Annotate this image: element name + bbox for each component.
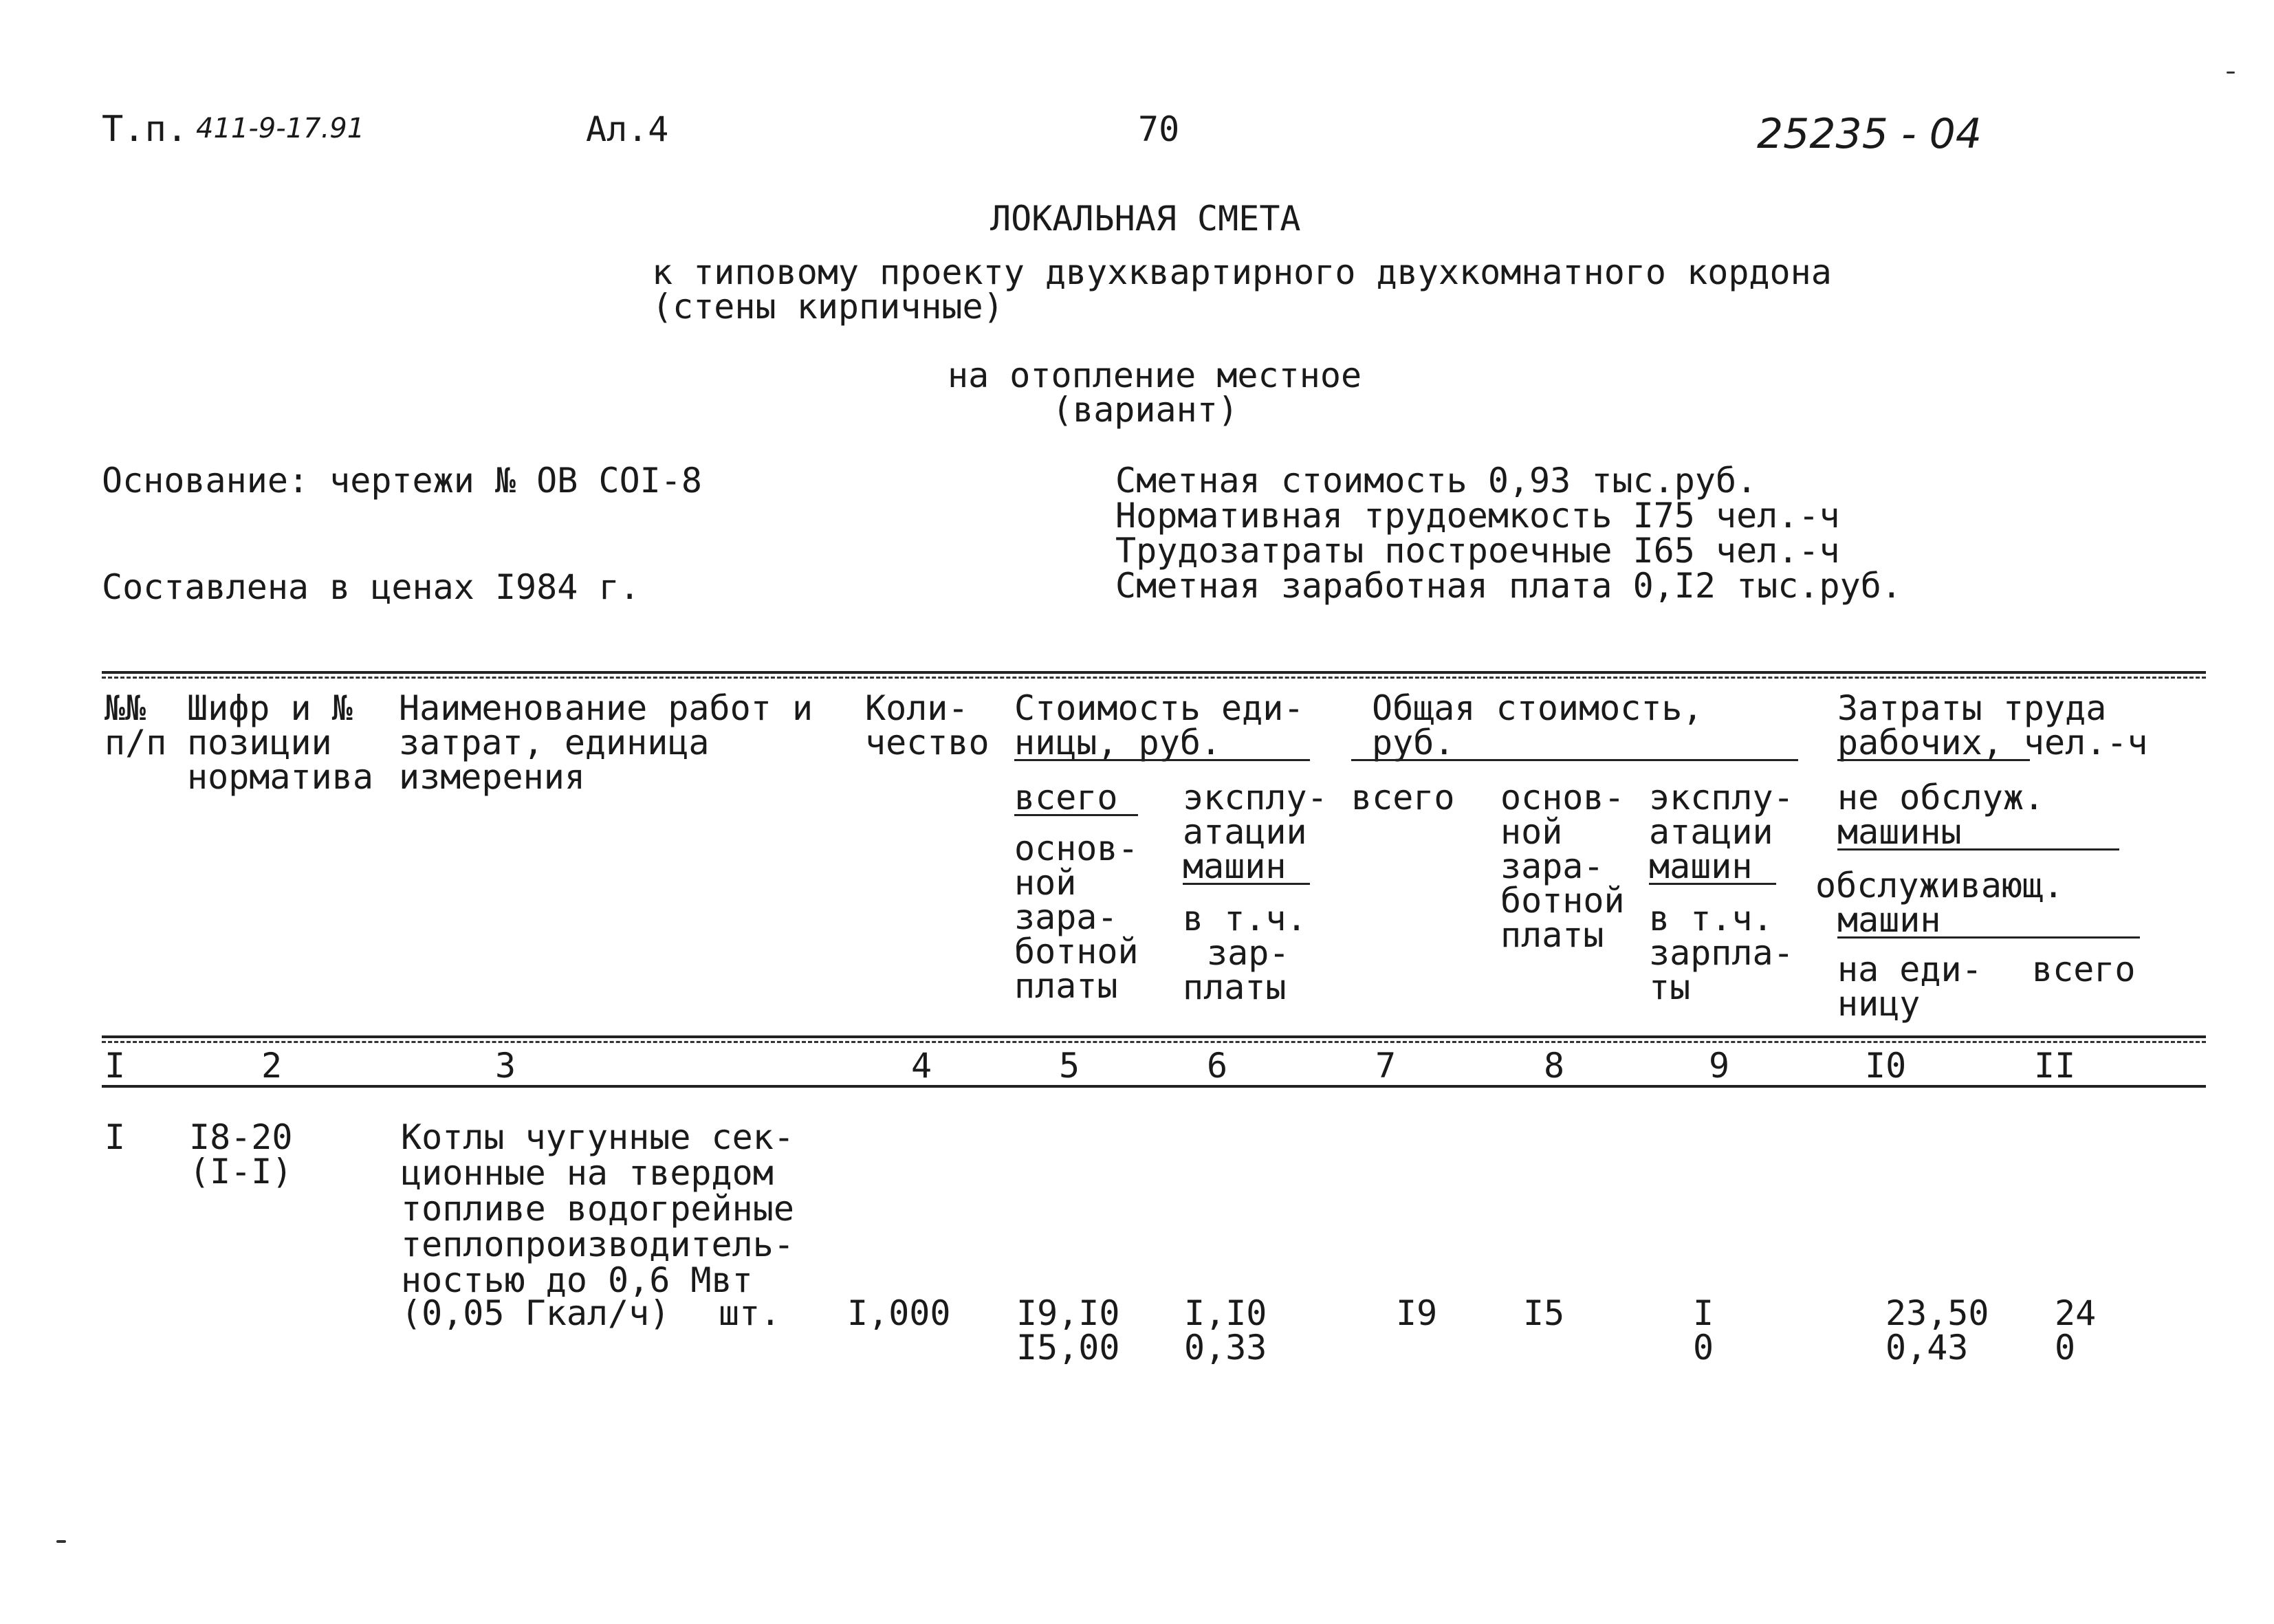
total-cost-header-a: Общая стоимость, — [1372, 688, 1703, 728]
col-number-11: II — [2034, 1046, 2076, 1086]
col5-underline — [1014, 814, 1138, 816]
page-number: 70 — [1138, 109, 1180, 149]
col-number-5: 5 — [1059, 1046, 1080, 1086]
labor-header-f: машин — [1837, 900, 1941, 940]
unit-cost-underline — [1014, 759, 1310, 761]
row-name-5: ностью до 0,6 Мвт — [401, 1260, 753, 1300]
col3-header-b: затрат, единица — [399, 723, 710, 762]
col6-header-b: атации — [1183, 812, 1307, 852]
header-bottom-rule — [102, 1035, 2206, 1038]
tp-label: Т.п. — [102, 109, 188, 150]
labor-header-e: обслуживающ. — [1815, 866, 2064, 906]
header-bottom-rule-2 — [102, 1041, 2206, 1043]
total-cost-underline — [1351, 759, 1798, 761]
col6-header-d: в т.ч. — [1183, 899, 1307, 939]
row-unit-machine-wages: 0,33 — [1184, 1328, 1267, 1368]
title-line-4: (вариант) — [1052, 390, 1238, 430]
title-line-1: к типовому проекту двухквартирного двухкомнатного кордона — [652, 252, 1832, 292]
tp-number: 411-9-17.91 — [196, 113, 365, 144]
col8-header-a: основ- — [1500, 778, 1625, 818]
unit-cost-header-a: Стоимость еди- — [1014, 688, 1304, 728]
col9-header-d: в т.ч. — [1649, 899, 1773, 939]
col9-header-a: эксплу- — [1649, 778, 1794, 818]
col9-header-b: атации — [1649, 812, 1773, 852]
labor-header-d: машины — [1837, 812, 1962, 852]
col-number-4: 4 — [911, 1046, 932, 1086]
labor-header-c: не обслуж. — [1837, 778, 2045, 818]
row-labor-unit-machine: 0,43 — [1885, 1328, 1969, 1368]
col2-header-b: позиции — [187, 723, 332, 762]
col6-header-c: машин — [1183, 846, 1287, 886]
estimated-wages: Сметная заработная плата 0,I2 тыс.руб. — [1115, 566, 1902, 606]
col-number-3: 3 — [495, 1046, 516, 1086]
col10-header-b: ницу — [1837, 984, 1921, 1024]
col6-header-a: эксплу- — [1183, 778, 1328, 818]
document-title: ЛОКАЛЬНАЯ СМЕТА — [990, 199, 1301, 239]
col6-header-f: платы — [1183, 967, 1287, 1007]
labor-underline — [1837, 759, 2030, 761]
row-quantity: I,000 — [847, 1293, 951, 1333]
col11-header: всего — [2032, 950, 2136, 989]
basis-text: Основание: чертежи № ОВ СОI-8 — [102, 461, 702, 501]
labor-underline-3 — [1837, 936, 2140, 939]
col3-header-a: Наименование работ и — [399, 688, 813, 728]
col1-header-a: №№ — [105, 688, 146, 728]
unit-cost-header-b: ницы, руб. — [1014, 723, 1222, 762]
row-total: I9 — [1396, 1293, 1438, 1333]
col7-header: всего — [1351, 778, 1455, 818]
scan-speck — [56, 1540, 66, 1543]
row-labor-unit: 23,50 — [1885, 1293, 1989, 1333]
row-total-machine-wages: 0 — [1693, 1328, 1714, 1368]
col-number-2: 2 — [261, 1046, 283, 1086]
labor-header-b: рабочих, чел.-ч — [1837, 723, 2148, 762]
col8-header-c: зара- — [1500, 846, 1604, 886]
labor-header-a: Затраты труда — [1837, 688, 2107, 728]
row-code-a: I8-20 — [189, 1117, 293, 1157]
row-unit-total: I9,I0 — [1016, 1293, 1120, 1333]
col9-header-c: машин — [1649, 846, 1753, 886]
col9-underline — [1649, 883, 1776, 885]
labor-underline-2 — [1837, 848, 2119, 851]
col2-header-c: норматива — [187, 757, 373, 797]
album-number: Ал.4 — [586, 109, 669, 149]
labor-site: Трудозатраты построечные I65 чел.-ч — [1115, 531, 1840, 571]
col-number-1: I — [105, 1046, 126, 1086]
row-unit-machines: I,I0 — [1184, 1293, 1267, 1333]
col6-underline — [1183, 883, 1310, 885]
row-unit: шт. — [719, 1293, 781, 1333]
col5-header-d: ботной — [1014, 932, 1139, 972]
col-number-9: 9 — [1709, 1046, 1730, 1086]
row-total-wages: I5 — [1523, 1293, 1565, 1333]
col5-header-b: ной — [1014, 863, 1077, 903]
col2-header-a: Шифр и № — [187, 688, 353, 728]
col5-header-a: основ- — [1014, 829, 1139, 868]
col8-header-e: платы — [1500, 915, 1604, 955]
title-line-2: (стены кирпичные) — [652, 287, 1004, 327]
row-labor-total: 24 — [2055, 1293, 2097, 1333]
col8-header-b: ной — [1500, 812, 1563, 852]
row-name-3: топливе водогрейные — [401, 1189, 794, 1229]
col1-header-b: п/п — [105, 723, 167, 762]
row-name-4: теплопроизводитель- — [401, 1225, 794, 1264]
row-labor-total-machine: 0 — [2055, 1328, 2076, 1368]
col-number-6: 6 — [1207, 1046, 1228, 1086]
col-number-8: 8 — [1544, 1046, 1565, 1086]
estimated-cost: Сметная стоимость 0,93 тыс.руб. — [1115, 461, 1758, 501]
row-name-2: ционные на твердом — [401, 1153, 774, 1193]
col-number-10: I0 — [1865, 1046, 1907, 1086]
col8-header-d: ботной — [1500, 881, 1625, 921]
col-number-7: 7 — [1375, 1046, 1397, 1086]
col9-header-e: зарпла- — [1649, 933, 1794, 973]
col10-header-a: на еди- — [1837, 950, 1982, 989]
total-cost-header-b: руб. — [1372, 723, 1455, 762]
row-name-6: (0,05 Гкал/ч) — [401, 1293, 670, 1333]
row-number: I — [105, 1117, 126, 1157]
title-line-3: на отопление местное — [948, 355, 1362, 395]
labor-norm: Нормативная трудоемкость I75 чел.-ч — [1115, 496, 1840, 536]
col4-header-b: чество — [865, 723, 990, 762]
col9-header-f: ты — [1649, 967, 1691, 1007]
col5-header-c: зара- — [1014, 897, 1118, 937]
row-name-1: Котлы чугунные сек- — [401, 1117, 794, 1157]
row-unit-wages: I5,00 — [1016, 1328, 1120, 1368]
col6-header-e: зар- — [1207, 933, 1290, 973]
row-code-b: (I-I) — [189, 1152, 293, 1192]
prices-text: Составлена в ценах I984 г. — [102, 567, 640, 607]
document-code: 25235 - 04 — [1757, 110, 1982, 158]
col4-header-a: Коли- — [865, 688, 969, 728]
col3-header-c: измерения — [399, 757, 585, 797]
row-total-machines: I — [1693, 1293, 1714, 1333]
table-top-rule — [102, 671, 2206, 674]
table-top-rule-2 — [102, 677, 2206, 679]
scan-speck — [2227, 72, 2235, 74]
col5-header-e: платы — [1014, 966, 1118, 1006]
col5-header-total: всего — [1014, 778, 1118, 818]
